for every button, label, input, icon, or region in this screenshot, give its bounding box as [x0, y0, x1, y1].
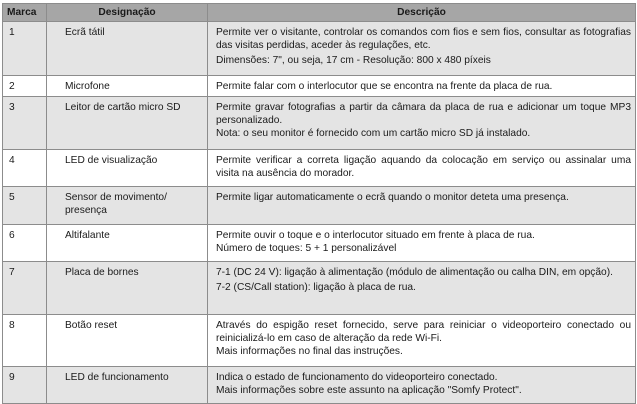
row-designacao: Ecrã tátil — [47, 22, 208, 76]
description-line: Nota: o seu monitor é fornecido com um cartão micro SD já instalado. — [216, 128, 531, 139]
header-marca: Marca — [3, 4, 47, 22]
row-designacao: Placa de bornes — [47, 262, 208, 315]
description-line: Permite verificar a correta ligação aquando da colocação em serviço ou assinalar uma visita na ausência do morador. — [216, 155, 631, 179]
row-designacao: Botão reset — [47, 315, 208, 367]
row-descricao — [208, 367, 636, 404]
header-designacao: Designação — [47, 4, 208, 22]
row-marca: 1 — [3, 22, 47, 76]
table-row — [3, 76, 636, 97]
description-line: Permite falar com o interlocutor que se encontra na frente da placa de rua. — [216, 81, 553, 92]
table-row — [3, 97, 636, 150]
row-designacao: LED de visualização — [47, 150, 208, 187]
row-designacao: Sensor de movimento/ presença — [47, 187, 208, 225]
row-designacao: Leitor de cartão micro SD — [47, 97, 208, 150]
table-row — [3, 367, 636, 404]
row-designacao: LED de funcionamento — [47, 367, 208, 404]
components-table-wrapper — [2, 3, 635, 404]
components-table — [2, 3, 636, 404]
row-descricao — [208, 262, 636, 315]
description-line: Indica o estado de funcionamento do videoporteiro conectado. — [216, 372, 498, 383]
header-descricao: Descrição — [208, 4, 636, 22]
row-designacao: Microfone — [47, 76, 208, 97]
description-line: Através do espigão reset fornecido, serve para reiniciar o videoporteiro conectado ou reinicializá-lo em caso de alteração da rede Wi-Fi. — [216, 320, 631, 344]
table-row — [3, 262, 636, 315]
row-marca: 4 — [3, 150, 47, 187]
description-line: 7-2 (CS/Call station): ligação à placa de rua. — [216, 282, 416, 293]
row-descricao — [208, 76, 636, 97]
table-row — [3, 315, 636, 367]
row-marca: 3 — [3, 97, 47, 150]
description-line: Permite ligar automaticamente o ecrã quando o monitor deteta uma presença. — [216, 192, 569, 203]
row-descricao — [208, 187, 636, 225]
row-marca: 2 — [3, 76, 47, 97]
row-descricao — [208, 315, 636, 367]
description-line: Dimensões: 7", ou seja, 17 cm - Resolução: 800 x 480 píxeis — [216, 55, 491, 66]
description-line: Mais informações sobre este assunto na aplicação "Somfy Protect". — [216, 385, 522, 396]
description-line: Número de toques: 5 + 1 personalizável — [216, 243, 397, 254]
row-descricao — [208, 97, 636, 150]
row-marca: 8 — [3, 315, 47, 367]
description-line: Mais informações no final das instruções. — [216, 346, 403, 357]
description-line: Permite ver o visitante, controlar os comandos com fios e sem fios, consultar as fotografias das visitas perdidas, aceder às regulações, etc. — [216, 27, 631, 51]
table-header-row — [3, 4, 636, 22]
row-descricao — [208, 225, 636, 262]
row-descricao — [208, 22, 636, 76]
table-row — [3, 225, 636, 262]
description-line: 7-1 (DC 24 V): ligação à alimentação (módulo de alimentação ou calha DIN, em opção). — [216, 267, 613, 278]
table-row — [3, 150, 636, 187]
description-line: Permite gravar fotografias a partir da câmara da placa de rua e adicionar um toque MP3 personalizado. — [216, 102, 631, 126]
row-marca: 6 — [3, 225, 47, 262]
row-marca: 9 — [3, 367, 47, 404]
row-marca: 7 — [3, 262, 47, 315]
table-row — [3, 187, 636, 225]
description-line: Permite ouvir o toque e o interlocutor situado em frente à placa de rua. — [216, 230, 535, 241]
row-descricao — [208, 150, 636, 187]
row-designacao: Altifalante — [47, 225, 208, 262]
row-marca: 5 — [3, 187, 47, 225]
table-row — [3, 22, 636, 76]
